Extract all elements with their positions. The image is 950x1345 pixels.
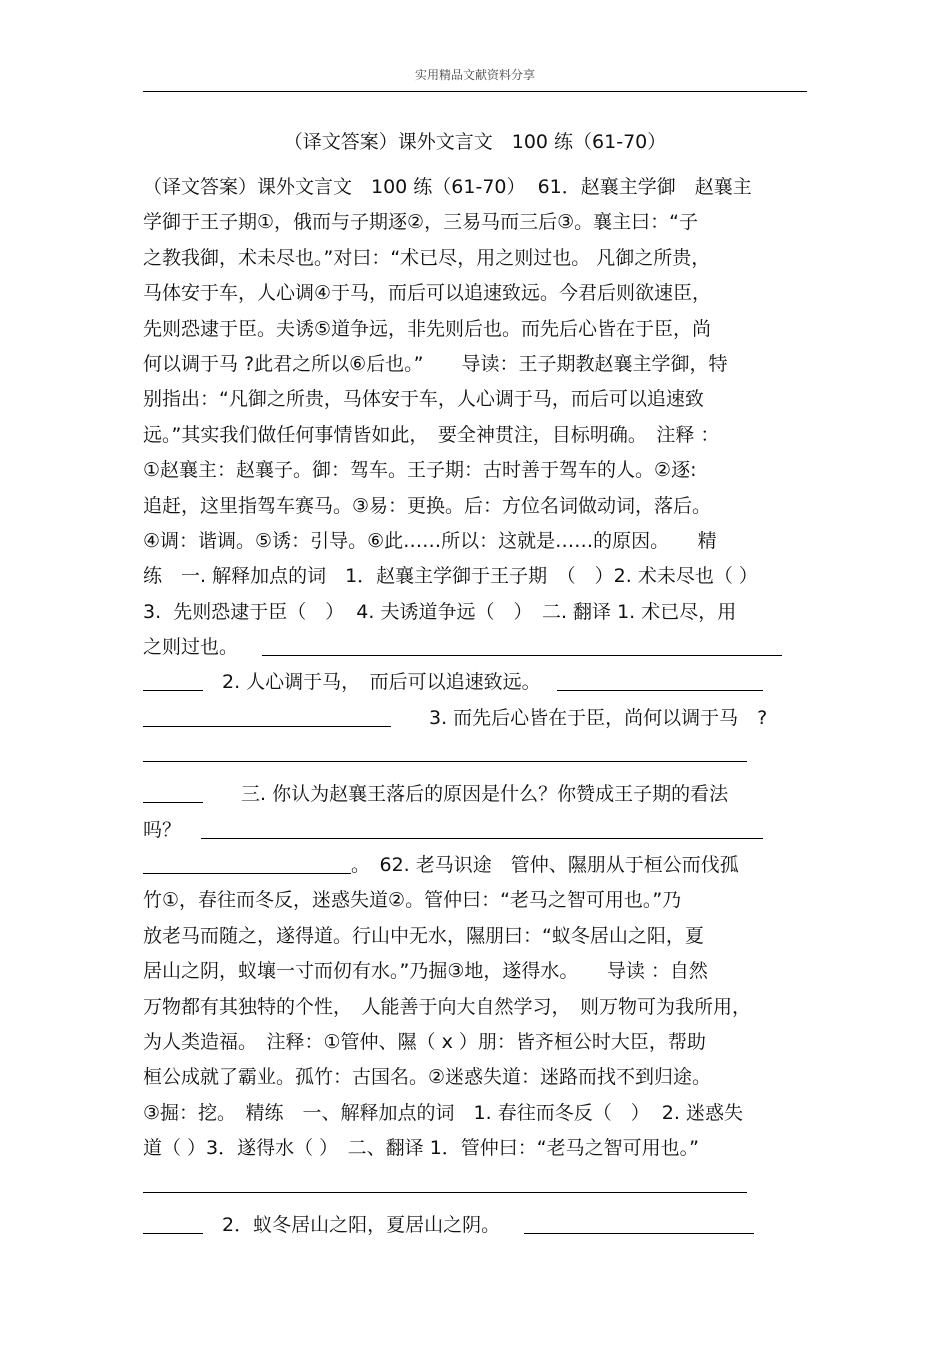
- text-line: 远。”其实我们做任何事情皆如此， 要全神贯注，目标明确。 注释 ：: [143, 423, 720, 446]
- text-line-with-blank: [143, 848, 807, 883]
- line-text: 2. 人心调于马， 而后可以追速致远。: [203, 671, 541, 694]
- answer-blank[interactable]: [143, 741, 747, 762]
- text-line: 何以调于马 ?此君之所以⑥后也。” 导读：王子期教赵襄主学御，特: [143, 352, 728, 375]
- text-line: ③掘：挖。 精练 一、解释加点的词 1. 春往而冬反（ ） 2. 迷惑失: [143, 1101, 743, 1124]
- answer-blank[interactable]: [557, 670, 763, 691]
- text-line: 万物都有其独特的个性， 人能善于向大自然学习， 则万物可为我所用，: [143, 995, 752, 1018]
- page-header: 实用精品文献资料分享: [414, 68, 535, 82]
- answer-blank[interactable]: [143, 782, 203, 803]
- answer-blank[interactable]: [143, 706, 391, 727]
- text-line: 练 一. 解释加点的词 1．赵襄主学御于王子期 （ ）2. 术未尽也（ ）: [143, 565, 758, 588]
- text-line: ①赵襄主：赵襄子。御：驾车。王子期：古时善于驾车的人。②逐:: [143, 459, 697, 482]
- line-text: 之则过也。: [143, 636, 239, 659]
- text-line: 先则恐逮于臣。夫诱⑤道争远，非先则后也。而先后心皆在于臣，尚: [143, 317, 712, 340]
- text-line: （译文答案）课外文言文 100 练（61-70） 61．赵襄主学御 赵襄主: [143, 176, 752, 198]
- text-line: 之教我御，术未尽也。”对曰：“术已尽，用之则过也。 凡御之所贵，: [143, 246, 711, 269]
- document-title: （译文答案）课外文言文 100 练（61-70）: [283, 131, 667, 153]
- line-text: 。 62. 老马识途 管仲、隰朋从于桓公而伐孤: [351, 854, 739, 877]
- text-line: 放老马而随之，遂得道。行山中无水，隰朋曰：“蚁冬居山之阳，夏: [143, 924, 704, 947]
- text-line: 追赶，这里指驾车赛马。③易：更换。后：方位名词做动词，落后。: [143, 494, 712, 517]
- text-line-with-blank: [143, 813, 807, 848]
- text-line-with-blank: [143, 736, 807, 777]
- text-line-with-blank: [143, 701, 807, 736]
- answer-blank[interactable]: [143, 853, 351, 874]
- text-line: 别指出：“凡御之所贵，马体安于车，人心调于马，而后可以追速致: [143, 388, 704, 411]
- text-line-with-blank: [143, 665, 807, 700]
- text-line-with-blank: [143, 1208, 807, 1243]
- answer-blank[interactable]: [143, 1213, 203, 1234]
- answer-blank[interactable]: [143, 1172, 747, 1193]
- answer-blank[interactable]: [524, 1213, 754, 1234]
- line-text: 2．蚁冬居山之阳，夏居山之阴。: [203, 1213, 501, 1236]
- line-text: 三. 你认为赵襄王落后的原因是什么？你赞成王子期的看法: [203, 783, 729, 806]
- text-line: ④调：谐调。⑤诱：引导。⑥此……所以：这就是……的原因。 精: [143, 529, 717, 552]
- text-line-with-blank: [143, 1167, 807, 1208]
- text-line: 竹①，春往而冬反，迷惑失道②。管仲曰：“老马之智可用也。”乃: [143, 889, 682, 912]
- text-line: 居山之阴，蚁壤一寸而仞有水。”乃掘③地，遂得水。 导读 ：自然: [143, 960, 708, 983]
- answer-blank[interactable]: [143, 670, 203, 691]
- text-line: 学御于王子期①，俄而与子期逐②，三易马而三后③。襄主曰：“子: [143, 211, 698, 234]
- text-line: 桓公成就了霸业。孤竹：古国名。②迷惑失道：迷路而找不到归途。: [143, 1066, 712, 1089]
- line-text: 吗？: [143, 818, 182, 841]
- answer-blank[interactable]: [201, 818, 763, 839]
- text-line: 为人类造福。 注释：①管仲、隰（ x ）朋：皆齐桓公时大臣，帮助: [143, 1030, 706, 1053]
- text-line: 道（ ）3．遂得水（ ） 二、翻译 1．管仲曰：“老马之智可用也。”: [143, 1137, 699, 1160]
- text-line-with-blank: [143, 630, 807, 665]
- header-divider: [143, 91, 807, 92]
- text-line: 马体安于车，人心调④于马，而后可以追速致远。今君后则欲速臣，: [143, 282, 712, 305]
- document-body: [143, 170, 807, 1243]
- line-text: 3. 而先后心皆在于臣，尚何以调于马 ?: [391, 706, 768, 729]
- text-line: 3. 先则恐逮于臣（ ） 4. 夫诱道争远（ ） 二. 翻译 1. 术已尽，用: [143, 600, 737, 623]
- answer-blank[interactable]: [262, 635, 782, 656]
- text-line-with-blank: [143, 777, 807, 812]
